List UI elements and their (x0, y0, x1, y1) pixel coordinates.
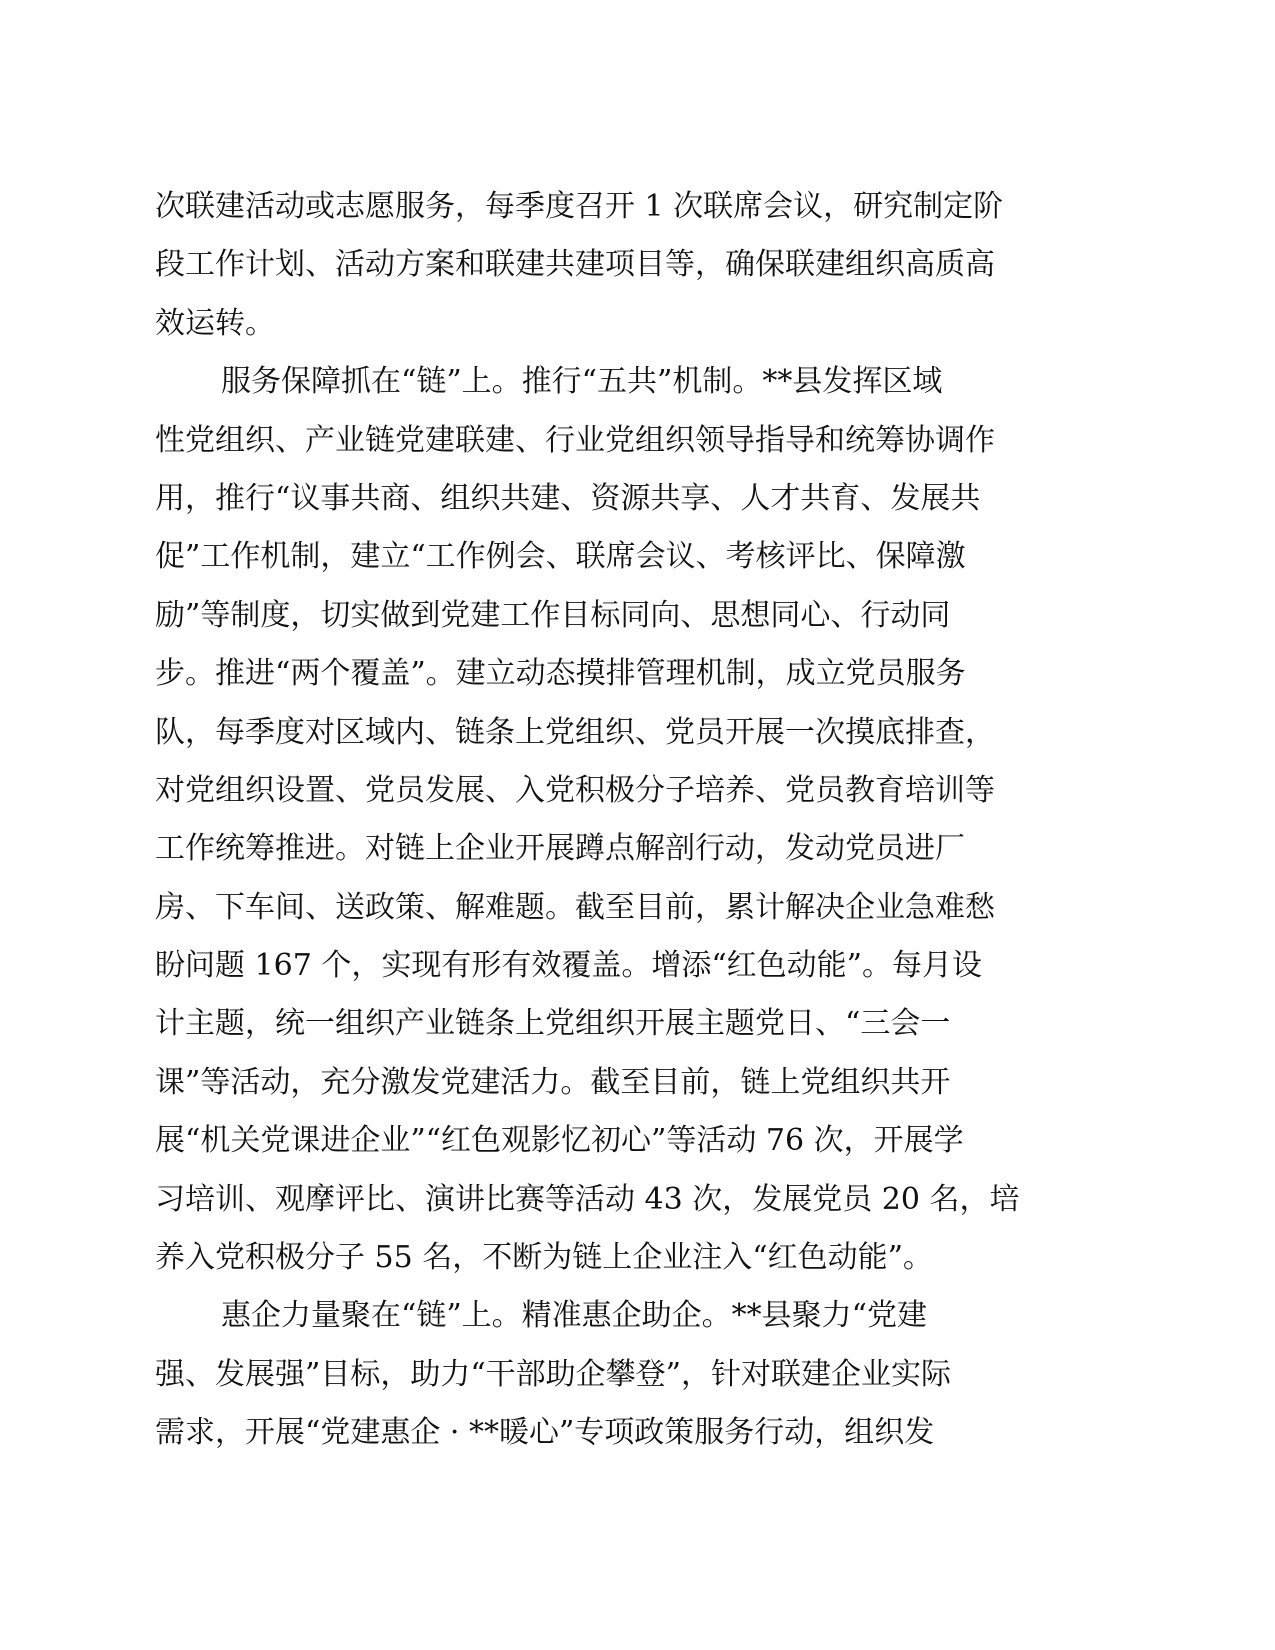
paragraph-enterprise-benefit (155, 1287, 1125, 1462)
text-line: 励”等制度，切实做到党建工作目标同向、思想同心、行动同 (155, 597, 951, 633)
text-line: 步。推进“两个覆盖”。建立动态摸排管理机制，成立党员服务 (155, 656, 966, 692)
text-line: 效运转。 (155, 305, 275, 341)
text-line: 惠企力量聚在“链”上。精准惠企助企。**县聚力“党建 (221, 1298, 928, 1334)
text-line: 课”等活动，充分激发党建活力。截至目前，链上党组织共开 (155, 1064, 951, 1100)
text-line: 对党组织设置、党员发展、入党积极分子培养、党员教育培训等 (155, 772, 995, 808)
text-line: 段工作计划、活动方案和联建共建项目等，确保联建组织高质高 (155, 247, 995, 283)
text-line: 性党组织、产业链党建联建、行业党组织领导指导和统筹协调作 (155, 422, 995, 458)
text-line: 养入党积极分子 55 名，不断为链上企业注入“红色动能”。 (155, 1240, 933, 1276)
text-line: 强、发展强”目标，助力“干部助企攀登”，针对联建企业实际 (155, 1356, 952, 1392)
text-line: 展“机关党课进企业”“红色观影忆初心”等活动 76 次，开展学 (155, 1123, 964, 1159)
text-line: 盼问题 167 个，实现有形有效覆盖。增添“红色动能”。每月设 (155, 948, 983, 984)
text-line: 习培训、观摩评比、演讲比赛等活动 43 次，发展党员 20 名，培 (155, 1181, 1020, 1217)
document-body (155, 178, 1125, 1463)
text-line: 队，每季度对区域内、链条上党组织、党员开展一次摸底排查， (155, 714, 995, 750)
paragraph-service-guarantee (155, 353, 1125, 1287)
text-line: 工作统筹推进。对链上企业开展蹲点解剖行动，发动党员进厂 (155, 831, 965, 867)
text-line: 次联建活动或志愿服务，每季度召开 1 次联席会议，研究制定阶 (155, 189, 1004, 224)
text-line: 计主题，统一组织产业链条上党组织开展主题党日、“三会一 (155, 1006, 951, 1042)
text-line: 服务保障抓在“链”上。推行“五共”机制。**县发挥区域 (221, 364, 943, 400)
paragraph-continued-liaison (155, 178, 1125, 353)
text-line: 需求，开展“党建惠企 · **暖心”专项政策服务行动，组织发 (155, 1415, 935, 1451)
text-line: 用，推行“议事共商、组织共建、资源共享、人才共育、发展共 (155, 480, 981, 516)
text-line: 房、下车间、送政策、解难题。截至目前，累计解决企业急难愁 (155, 889, 995, 925)
text-line: 促”工作机制，建立“工作例会、联席会议、考核评比、保障激 (155, 539, 966, 575)
